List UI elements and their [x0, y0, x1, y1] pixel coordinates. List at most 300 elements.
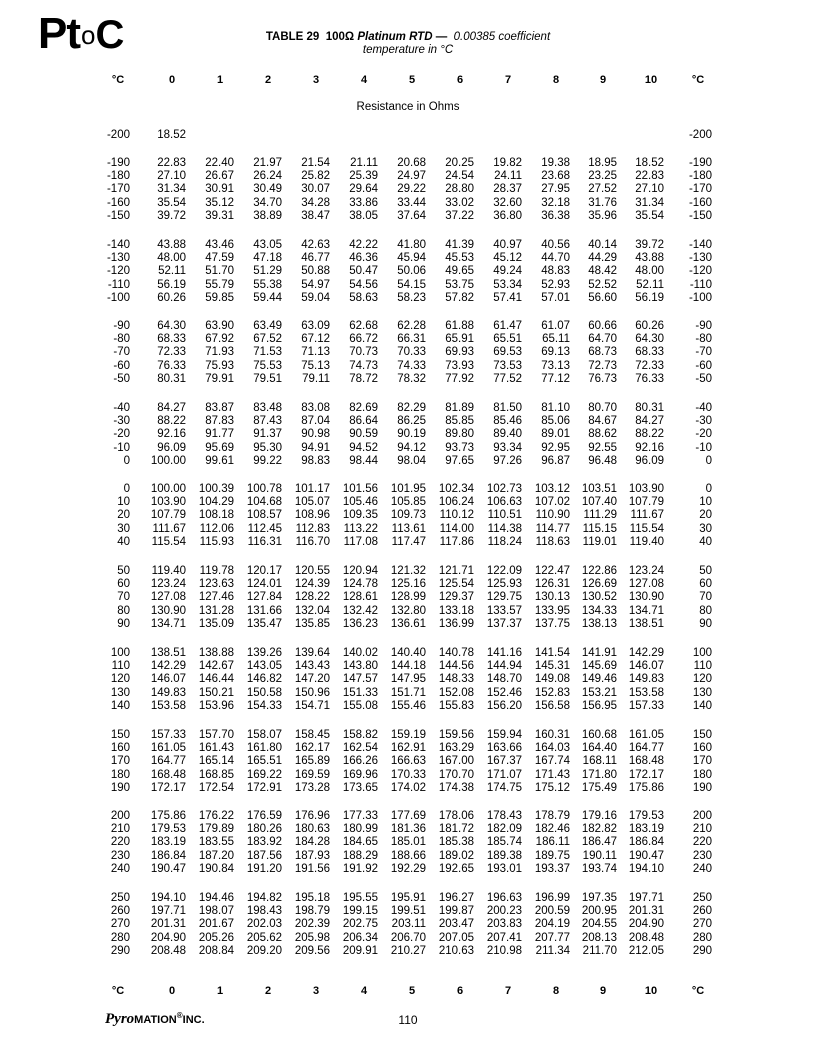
resistance-cell: 117.86 [439, 535, 474, 548]
resistance-cell: 169.22 [246, 768, 282, 781]
resistance-cell: 21.97 [253, 157, 282, 169]
table-subtitle: temperature in °C [362, 44, 454, 56]
row-temp-left: 10 [117, 496, 130, 509]
resistance-cell: 128.22 [294, 591, 330, 604]
resistance-cell: 103.12 [534, 483, 570, 495]
resistance-cell: 107.79 [628, 496, 664, 509]
row-temp-right: -160 [688, 196, 712, 209]
resistance-cell: 133.95 [534, 604, 570, 617]
resistance-cell: 140.02 [342, 647, 378, 659]
resistance-cell: 201.67 [198, 918, 234, 931]
resistance-cell: 112.83 [295, 522, 330, 535]
row-temp-left: -60 [113, 359, 130, 372]
resistance-cell: 66.31 [397, 333, 426, 346]
resistance-cell: 48.00 [157, 252, 186, 265]
row-temp-right: 250 [692, 892, 712, 904]
resistance-cell: 59.04 [301, 291, 330, 304]
resistance-cell: 69.93 [445, 346, 474, 359]
resistance-cell: 161.43 [198, 742, 234, 755]
resistance-cell: 179.53 [150, 823, 186, 836]
resistance-cell: 176.96 [294, 810, 330, 822]
resistance-cell: 191.92 [342, 862, 378, 875]
resistance-cell: 211.70 [582, 944, 617, 957]
row-temp-right: -50 [695, 372, 712, 385]
resistance-cell: 190.84 [198, 862, 234, 875]
resistance-cell: 190.11 [582, 849, 617, 862]
resistance-cell: 196.99 [534, 892, 570, 904]
resistance-cell: 142.29 [628, 647, 664, 659]
table-row [0, 157, 816, 170]
resistance-cell: 164.77 [628, 742, 664, 755]
table-row [0, 823, 816, 836]
resistance-cell: 181.36 [390, 823, 426, 836]
row-temp-left: 50 [117, 565, 130, 577]
resistance-cell: 201.31 [150, 918, 186, 931]
resistance-cell: 200.95 [581, 905, 617, 918]
header-top-col-2: 1 [216, 74, 224, 86]
resistance-cell: 142.67 [198, 660, 234, 673]
table-row [0, 279, 816, 292]
row-temp-left: -140 [106, 239, 130, 251]
resistance-cell: 126.31 [534, 578, 570, 591]
resistance-cell: 115.93 [199, 535, 234, 548]
resistance-cell: 63.09 [301, 320, 330, 332]
resistance-cell: 75.13 [301, 359, 330, 372]
resistance-cell: 157.70 [198, 729, 234, 741]
resistance-cell: 96.09 [157, 441, 186, 454]
resistance-cell: 123.63 [198, 578, 234, 591]
resistance-cell: 166.26 [342, 755, 378, 768]
row-temp-left: 260 [110, 905, 130, 918]
resistance-cell: 197.35 [581, 892, 617, 904]
resistance-cell: 60.66 [588, 320, 617, 332]
resistance-cell: 100.39 [198, 483, 234, 495]
row-temp-right: 20 [699, 509, 712, 522]
resistance-cell: 198.79 [294, 905, 330, 918]
header-bot-col-11: 10 [644, 985, 658, 997]
row-temp-right: 230 [692, 849, 712, 862]
row-temp-left: 200 [110, 810, 130, 822]
resistance-cell: 159.56 [438, 729, 474, 741]
resistance-cell: 165.89 [294, 755, 330, 768]
resistance-cell: 202.75 [342, 918, 378, 931]
row-temp-right: -130 [688, 252, 712, 265]
resistance-cell: 145.69 [581, 660, 617, 673]
row-temp-left: 130 [110, 686, 130, 699]
title-dash: — [435, 31, 448, 43]
resistance-cell: 55.79 [205, 278, 234, 291]
resistance-cell: 199.87 [438, 905, 474, 918]
resistance-cell: 202.03 [246, 918, 282, 931]
row-temp-right: -150 [688, 209, 712, 222]
row-temp-right: -30 [695, 415, 712, 428]
resistance-cell: 72.73 [588, 359, 617, 372]
resistance-cell: 155.08 [342, 699, 378, 712]
resistance-cell: 152.08 [438, 686, 474, 699]
resistance-cell: 43.46 [205, 239, 234, 251]
resistance-cell: 144.18 [390, 660, 426, 673]
resistance-cell: 190.47 [628, 849, 664, 862]
resistance-cell: 180.63 [294, 823, 330, 836]
resistance-cell: 73.53 [493, 359, 522, 372]
resistance-cell: 178.06 [438, 810, 474, 822]
brand-suffix: INC. [182, 1014, 205, 1026]
resistance-cell: 161.05 [150, 742, 186, 755]
table-row [0, 647, 816, 660]
resistance-cell: 190.47 [150, 862, 186, 875]
resistance-cell: 62.68 [349, 320, 378, 332]
row-temp-left: 90 [117, 617, 130, 630]
resistance-cell: 149.83 [628, 673, 664, 686]
resistance-cell: 122.47 [534, 565, 570, 577]
row-temp-left: -170 [106, 183, 130, 196]
row-temp-right: 210 [692, 823, 712, 836]
resistance-cell: 154.33 [246, 699, 282, 712]
resistance-cell: 208.48 [628, 931, 664, 944]
resistance-cell: 69.53 [493, 346, 522, 359]
resistance-cell: 82.29 [397, 402, 426, 414]
resistance-cell: 75.53 [253, 359, 282, 372]
resistance-cell: 40.14 [588, 239, 617, 251]
resistance-cell: 61.47 [493, 320, 522, 332]
resistance-cell: 92.16 [157, 428, 186, 441]
resistance-cell: 77.92 [445, 372, 474, 385]
resistance-cell: 100.00 [150, 483, 186, 495]
resistance-cell: 127.08 [628, 578, 664, 591]
resistance-cell: 102.73 [486, 483, 522, 495]
coefficient: 0.00385 coefficient [453, 31, 551, 43]
row-temp-left: -200 [106, 129, 130, 141]
resistance-cell: 163.66 [486, 742, 522, 755]
resistance-cell: 175.49 [581, 781, 617, 794]
resistance-cell: 182.46 [534, 823, 570, 836]
resistance-cell: 133.57 [486, 604, 522, 617]
resistance-cell: 35.54 [157, 196, 186, 209]
resistance-cell: 193.37 [534, 862, 570, 875]
resistance-cell: 198.07 [198, 905, 234, 918]
row-temp-right: -90 [695, 320, 712, 332]
resistance-cell: 186.84 [628, 836, 664, 849]
resistance-cell: 91.77 [205, 428, 234, 441]
resistance-cell: 159.94 [486, 729, 522, 741]
resistance-cell: 42.63 [301, 239, 330, 251]
resistance-cell: 61.07 [541, 320, 570, 332]
table-row [0, 455, 816, 468]
resistance-cell: 122.09 [486, 565, 522, 577]
resistance-cell: 134.71 [628, 604, 664, 617]
resistance-cell: 114.77 [535, 522, 570, 535]
resistance-cell: 141.16 [486, 647, 522, 659]
resistance-cell: 30.49 [253, 183, 282, 196]
header-top-col-11: 10 [644, 74, 658, 86]
row-temp-right: -10 [695, 441, 712, 454]
resistance-cell: 40.97 [493, 239, 522, 251]
resistance-cell: 95.69 [205, 441, 234, 454]
header-bot-col-7: 6 [456, 985, 464, 997]
resistance-cell: 86.64 [349, 415, 378, 428]
unit-label: Resistance in Ohms [356, 101, 460, 113]
resistance-cell: 85.46 [493, 415, 522, 428]
resistance-cell: 23.68 [541, 170, 570, 183]
page-number: 110 [398, 1013, 418, 1027]
resistance-cell: 48.00 [635, 265, 664, 278]
resistance-cell: 79.51 [253, 372, 282, 385]
resistance-cell: 53.34 [493, 278, 522, 291]
resistance-cell: 124.39 [294, 578, 330, 591]
resistance-cell: 72.33 [157, 346, 186, 359]
table-row [0, 591, 816, 604]
resistance-cell: 108.96 [294, 509, 330, 522]
resistance-cell: 93.73 [445, 441, 474, 454]
resistance-cell: 25.82 [301, 170, 330, 183]
resistance-cell: 211.34 [535, 944, 570, 957]
resistance-cell: 72.33 [635, 359, 664, 372]
resistance-cell: 61.88 [445, 320, 474, 332]
resistance-cell: 60.26 [635, 320, 664, 332]
row-temp-right: 200 [692, 810, 712, 822]
resistance-cell: 39.72 [635, 239, 664, 251]
resistance-cell: 126.69 [581, 578, 617, 591]
resistance-cell: 54.97 [301, 278, 330, 291]
resistance-cell: 59.44 [253, 291, 282, 304]
resistance-cell: 45.12 [493, 252, 522, 265]
resistance-cell: 48.42 [588, 265, 617, 278]
header-top-col-5: 4 [360, 74, 368, 86]
resistance-cell: 80.31 [157, 372, 186, 385]
row-temp-left: -110 [107, 278, 130, 291]
row-temp-right: -20 [695, 428, 712, 441]
resistance-cell: 105.07 [294, 496, 330, 509]
resistance-cell: 203.83 [486, 918, 522, 931]
table-row [0, 265, 816, 278]
resistance-cell: 31.76 [588, 196, 617, 209]
resistance-cell: 189.75 [534, 849, 570, 862]
resistance-cell: 183.19 [150, 836, 186, 849]
resistance-cell: 70.73 [349, 346, 378, 359]
resistance-cell: 46.36 [349, 252, 378, 265]
resistance-cell: 177.33 [342, 810, 378, 822]
resistance-cell: 168.85 [198, 768, 234, 781]
resistance-cell: 98.04 [397, 454, 426, 467]
table-row [0, 523, 816, 536]
table-row [0, 197, 816, 210]
resistance-cell: 141.54 [534, 647, 570, 659]
row-temp-left: 140 [110, 699, 130, 712]
resistance-cell: 161.05 [628, 729, 664, 741]
row-temp-left: 240 [110, 862, 130, 875]
resistance-cell: 56.19 [635, 291, 664, 304]
resistance-cell: 18.95 [588, 157, 617, 169]
resistance-cell: 158.45 [294, 729, 330, 741]
resistance-cell: 68.73 [588, 346, 617, 359]
resistance-cell: 205.62 [246, 931, 282, 944]
row-temp-left: 20 [117, 509, 130, 522]
resistance-cell: 195.55 [342, 892, 378, 904]
row-temp-right: -80 [695, 333, 712, 346]
resistance-cell: 101.95 [390, 483, 426, 495]
resistance-cell: 22.83 [635, 170, 664, 183]
resistance-cell: 175.12 [534, 781, 570, 794]
resistance-cell: 128.99 [390, 591, 426, 604]
row-temp-right: 180 [692, 768, 712, 781]
resistance-cell: 88.62 [588, 428, 617, 441]
resistance-cell: 208.48 [150, 944, 186, 957]
resistance-cell: 99.22 [253, 454, 282, 467]
resistance-cell: 210.27 [390, 944, 426, 957]
resistance-cell: 171.43 [534, 768, 570, 781]
resistance-cell: 189.02 [438, 849, 474, 862]
row-temp-right: 40 [699, 535, 712, 548]
resistance-cell: 185.74 [486, 836, 522, 849]
resistance-cell: 183.55 [198, 836, 234, 849]
resistance-cell: 74.73 [349, 359, 378, 372]
header-bot-col-12: °C [691, 985, 705, 997]
resistance-cell: 193.01 [486, 862, 522, 875]
row-temp-right: 270 [692, 918, 712, 931]
resistance-cell: 21.54 [301, 157, 330, 169]
table-row [0, 252, 816, 265]
resistance-cell: 195.18 [294, 892, 330, 904]
resistance-cell: 108.57 [246, 509, 282, 522]
resistance-cell: 76.33 [157, 359, 186, 372]
row-temp-right: 160 [692, 742, 712, 755]
resistance-cell: 180.26 [246, 823, 282, 836]
resistance-cell: 136.61 [390, 617, 426, 630]
resistance-cell: 45.53 [445, 252, 474, 265]
resistance-cell: 207.41 [486, 931, 522, 944]
row-temp-right: 70 [699, 591, 712, 604]
resistance-cell: 204.90 [628, 918, 664, 931]
resistance-cell: 138.51 [628, 617, 664, 630]
table-row [0, 333, 816, 346]
resistance-cell: 54.56 [349, 278, 378, 291]
resistance-cell: 50.47 [349, 265, 378, 278]
resistance-cell: 207.77 [534, 931, 570, 944]
resistance-cell: 127.46 [198, 591, 234, 604]
resistance-cell: 210.98 [486, 944, 522, 957]
resistance-cell: 97.26 [493, 454, 522, 467]
resistance-cell: 105.46 [342, 496, 378, 509]
resistance-cell: 116.31 [247, 535, 282, 548]
resistance-cell: 124.78 [342, 578, 378, 591]
resistance-cell: 196.63 [486, 892, 522, 904]
resistance-cell: 150.96 [294, 686, 330, 699]
resistance-cell: 188.29 [342, 849, 378, 862]
resistance-cell: 203.11 [391, 918, 426, 931]
table-row [0, 618, 816, 631]
header-bot-col-9: 8 [552, 985, 560, 997]
row-temp-left: 40 [117, 535, 130, 548]
logo-degree: o [81, 20, 95, 50]
rtd-type: Platinum RTD [357, 31, 433, 43]
resistance-cell: 77.12 [541, 372, 570, 385]
resistance-cell: 21.11 [350, 157, 378, 169]
resistance-cell: 137.37 [486, 617, 522, 630]
resistance-cell: 57.01 [541, 291, 570, 304]
row-temp-right: 100 [692, 647, 712, 659]
row-temp-left: 30 [117, 522, 130, 535]
resistance-rating: 100Ω [325, 31, 355, 43]
resistance-cell: 89.40 [493, 428, 522, 441]
resistance-cell: 65.51 [493, 333, 522, 346]
resistance-cell: 90.59 [349, 428, 378, 441]
resistance-cell: 136.99 [438, 617, 474, 630]
brand-script: Pyro [105, 1011, 135, 1027]
resistance-cell: 200.59 [534, 905, 570, 918]
resistance-cell: 170.33 [390, 768, 426, 781]
row-temp-left: 170 [110, 755, 130, 768]
table-row [0, 892, 816, 905]
resistance-cell: 68.33 [157, 333, 186, 346]
header-bot-col-10: 9 [599, 985, 607, 997]
resistance-cell: 176.22 [198, 810, 234, 822]
row-temp-left: 100 [110, 647, 130, 659]
resistance-cell: 123.24 [628, 565, 664, 577]
resistance-cell: 171.80 [581, 768, 617, 781]
row-temp-right: 240 [692, 862, 712, 875]
resistance-cell: 99.61 [205, 454, 234, 467]
header-top-col-9: 8 [552, 74, 560, 86]
resistance-cell: 155.83 [438, 699, 474, 712]
resistance-cell: 27.52 [588, 183, 617, 196]
resistance-cell: 180.99 [342, 823, 378, 836]
row-temp-left: -10 [113, 441, 130, 454]
row-temp-right: 140 [692, 699, 712, 712]
row-temp-right: 120 [692, 673, 712, 686]
resistance-cell: 165.51 [246, 755, 282, 768]
resistance-cell: 89.01 [541, 428, 570, 441]
resistance-cell: 66.72 [349, 333, 378, 346]
resistance-cell: 19.38 [541, 157, 570, 169]
resistance-cell: 64.30 [157, 320, 186, 332]
resistance-cell: 149.46 [581, 673, 617, 686]
resistance-cell: 20.68 [397, 157, 426, 169]
resistance-cell: 194.82 [246, 892, 282, 904]
resistance-cell: 83.48 [253, 402, 282, 414]
row-temp-right: 0 [705, 454, 712, 467]
row-temp-left: 250 [110, 892, 130, 904]
resistance-cell: 74.33 [397, 359, 426, 372]
resistance-cell: 164.03 [534, 742, 570, 755]
resistance-cell: 200.23 [486, 905, 522, 918]
resistance-cell: 49.24 [493, 265, 522, 278]
brand-mark: ® [176, 1011, 183, 1020]
resistance-cell: 71.13 [301, 346, 330, 359]
resistance-cell: 34.70 [253, 196, 282, 209]
resistance-cell: 172.91 [246, 781, 282, 794]
row-temp-left: 60 [117, 578, 130, 591]
resistance-cell: 35.96 [588, 209, 617, 222]
resistance-cell: 143.05 [246, 660, 282, 673]
resistance-cell: 130.13 [534, 591, 570, 604]
resistance-cell: 191.20 [246, 862, 282, 875]
row-temp-right: -170 [688, 183, 712, 196]
resistance-cell: 110.51 [487, 509, 522, 522]
resistance-cell: 134.33 [581, 604, 617, 617]
resistance-cell: 138.51 [150, 647, 186, 659]
resistance-cell: 111.67 [630, 509, 664, 522]
resistance-cell: 87.04 [301, 415, 330, 428]
table-row [0, 782, 816, 795]
row-temp-left: -80 [113, 333, 130, 346]
resistance-cell: 159.19 [390, 729, 426, 741]
resistance-cell: 111.29 [583, 509, 617, 522]
resistance-cell: 109.73 [390, 509, 426, 522]
resistance-cell: 105.85 [390, 496, 426, 509]
resistance-cell: 18.52 [157, 129, 186, 141]
resistance-cell: 81.50 [493, 402, 522, 414]
header-bot-col-3: 2 [264, 985, 272, 997]
